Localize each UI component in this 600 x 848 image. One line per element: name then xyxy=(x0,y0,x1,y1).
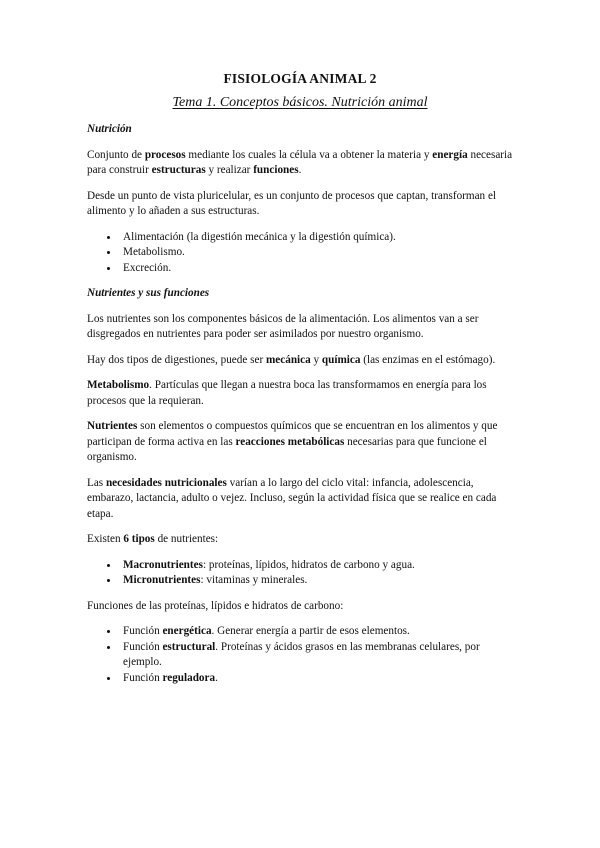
bold-nutrientes: Nutrientes xyxy=(87,420,138,432)
bold-estructuras: estructuras xyxy=(151,164,206,176)
list-item: • Metabolismo. xyxy=(119,245,519,261)
list-item: • Alimentación (la digestión mecánica y la digestión química). xyxy=(119,230,519,246)
list-item: • Función reguladora. xyxy=(119,671,519,687)
paragraph-nutrientes-intro: Los nutrientes son los componentes básicos de la alimentación. Los alimentos van a ser disgregados en nutrientes para poder ser asimilados por nuestro organismo. xyxy=(87,312,479,340)
nutricion-process-list xyxy=(87,230,519,277)
paragraph-necesidades: Las necesidades nutricionales varían a lo largo del ciclo vital: infancia, adolescencia, embarazo, lactancia, adulto o vejez. Incluso, según la actividad física que se realice en cada etapa. xyxy=(87,476,497,520)
bold-funciones: funciones xyxy=(253,164,299,176)
list-item: • Micronutrientes: vitaminas y minerales. xyxy=(119,573,519,589)
paragraph-tipos: Existen 6 tipos de nutrientes: xyxy=(87,533,219,545)
section-heading-nutrientes: Nutrientes y sus funciones xyxy=(87,287,210,299)
section-heading-nutricion: Nutrición xyxy=(87,123,132,135)
paragraph-pluricelular: Desde un punto de vista pluricelular, es un conjunto de procesos que captan, transforman el alimento y lo añaden a sus estructuras. xyxy=(87,189,497,217)
paragraph-nutricion-definition: Conjunto de procesos mediante los cuales la célula va a obtener la materia y energía necesaria para construir estructuras y realizar funciones. xyxy=(87,148,513,176)
functions-list xyxy=(87,624,519,686)
document-subtitle: Tema 1. Conceptos básicos. Nutrición animal xyxy=(172,95,428,110)
bold-6-tipos: 6 tipos xyxy=(123,533,155,545)
list-item: • Función energética. Generar energía a partir de esos elementos. xyxy=(119,624,519,640)
bold-procesos: procesos xyxy=(144,148,186,161)
list-item: • Macronutrientes: proteínas, lípidos, hidratos de carbono y agua. xyxy=(119,558,519,574)
paragraph-nutrientes-definition: Nutrientes son elementos o compuestos químicos que se encuentran en los alimentos y que participan de forma activa en las reacciones metabólicas necesarias para que funcione el organismo. xyxy=(87,420,498,463)
paragraph-digestiones: Hay dos tipos de digestiones, puede ser mecánica y química (las enzimas en el estómago). xyxy=(87,353,496,366)
bold-quimica: química xyxy=(321,353,361,366)
list-item: • Función estructural. Proteínas y ácidos grasos en las membranas celulares, por ejemplo. xyxy=(119,640,519,671)
paragraph-metabolismo: Metabolismo. Partículas que llegan a nuestra boca las transformamos en energía para los procesos que la requieran. xyxy=(87,379,487,407)
paragraph-funciones-intro: Funciones de las proteínas, lípidos e hidratos de carbono: xyxy=(87,599,344,612)
bold-reacciones-metabolicas: reacciones metabólicas xyxy=(235,435,345,448)
bold-mecanica: mecánica xyxy=(265,353,311,366)
document-title: FISIOLOGÍA ANIMAL 2 xyxy=(223,71,377,86)
bold-metabolismo: Metabolismo xyxy=(87,379,150,391)
bold-energia: energía xyxy=(432,148,468,161)
document-body xyxy=(87,122,519,696)
nutrient-types-list xyxy=(87,558,519,589)
list-item: • Excreción. xyxy=(119,261,519,277)
bold-necesidades-nutricionales: necesidades nutricionales xyxy=(105,476,227,489)
